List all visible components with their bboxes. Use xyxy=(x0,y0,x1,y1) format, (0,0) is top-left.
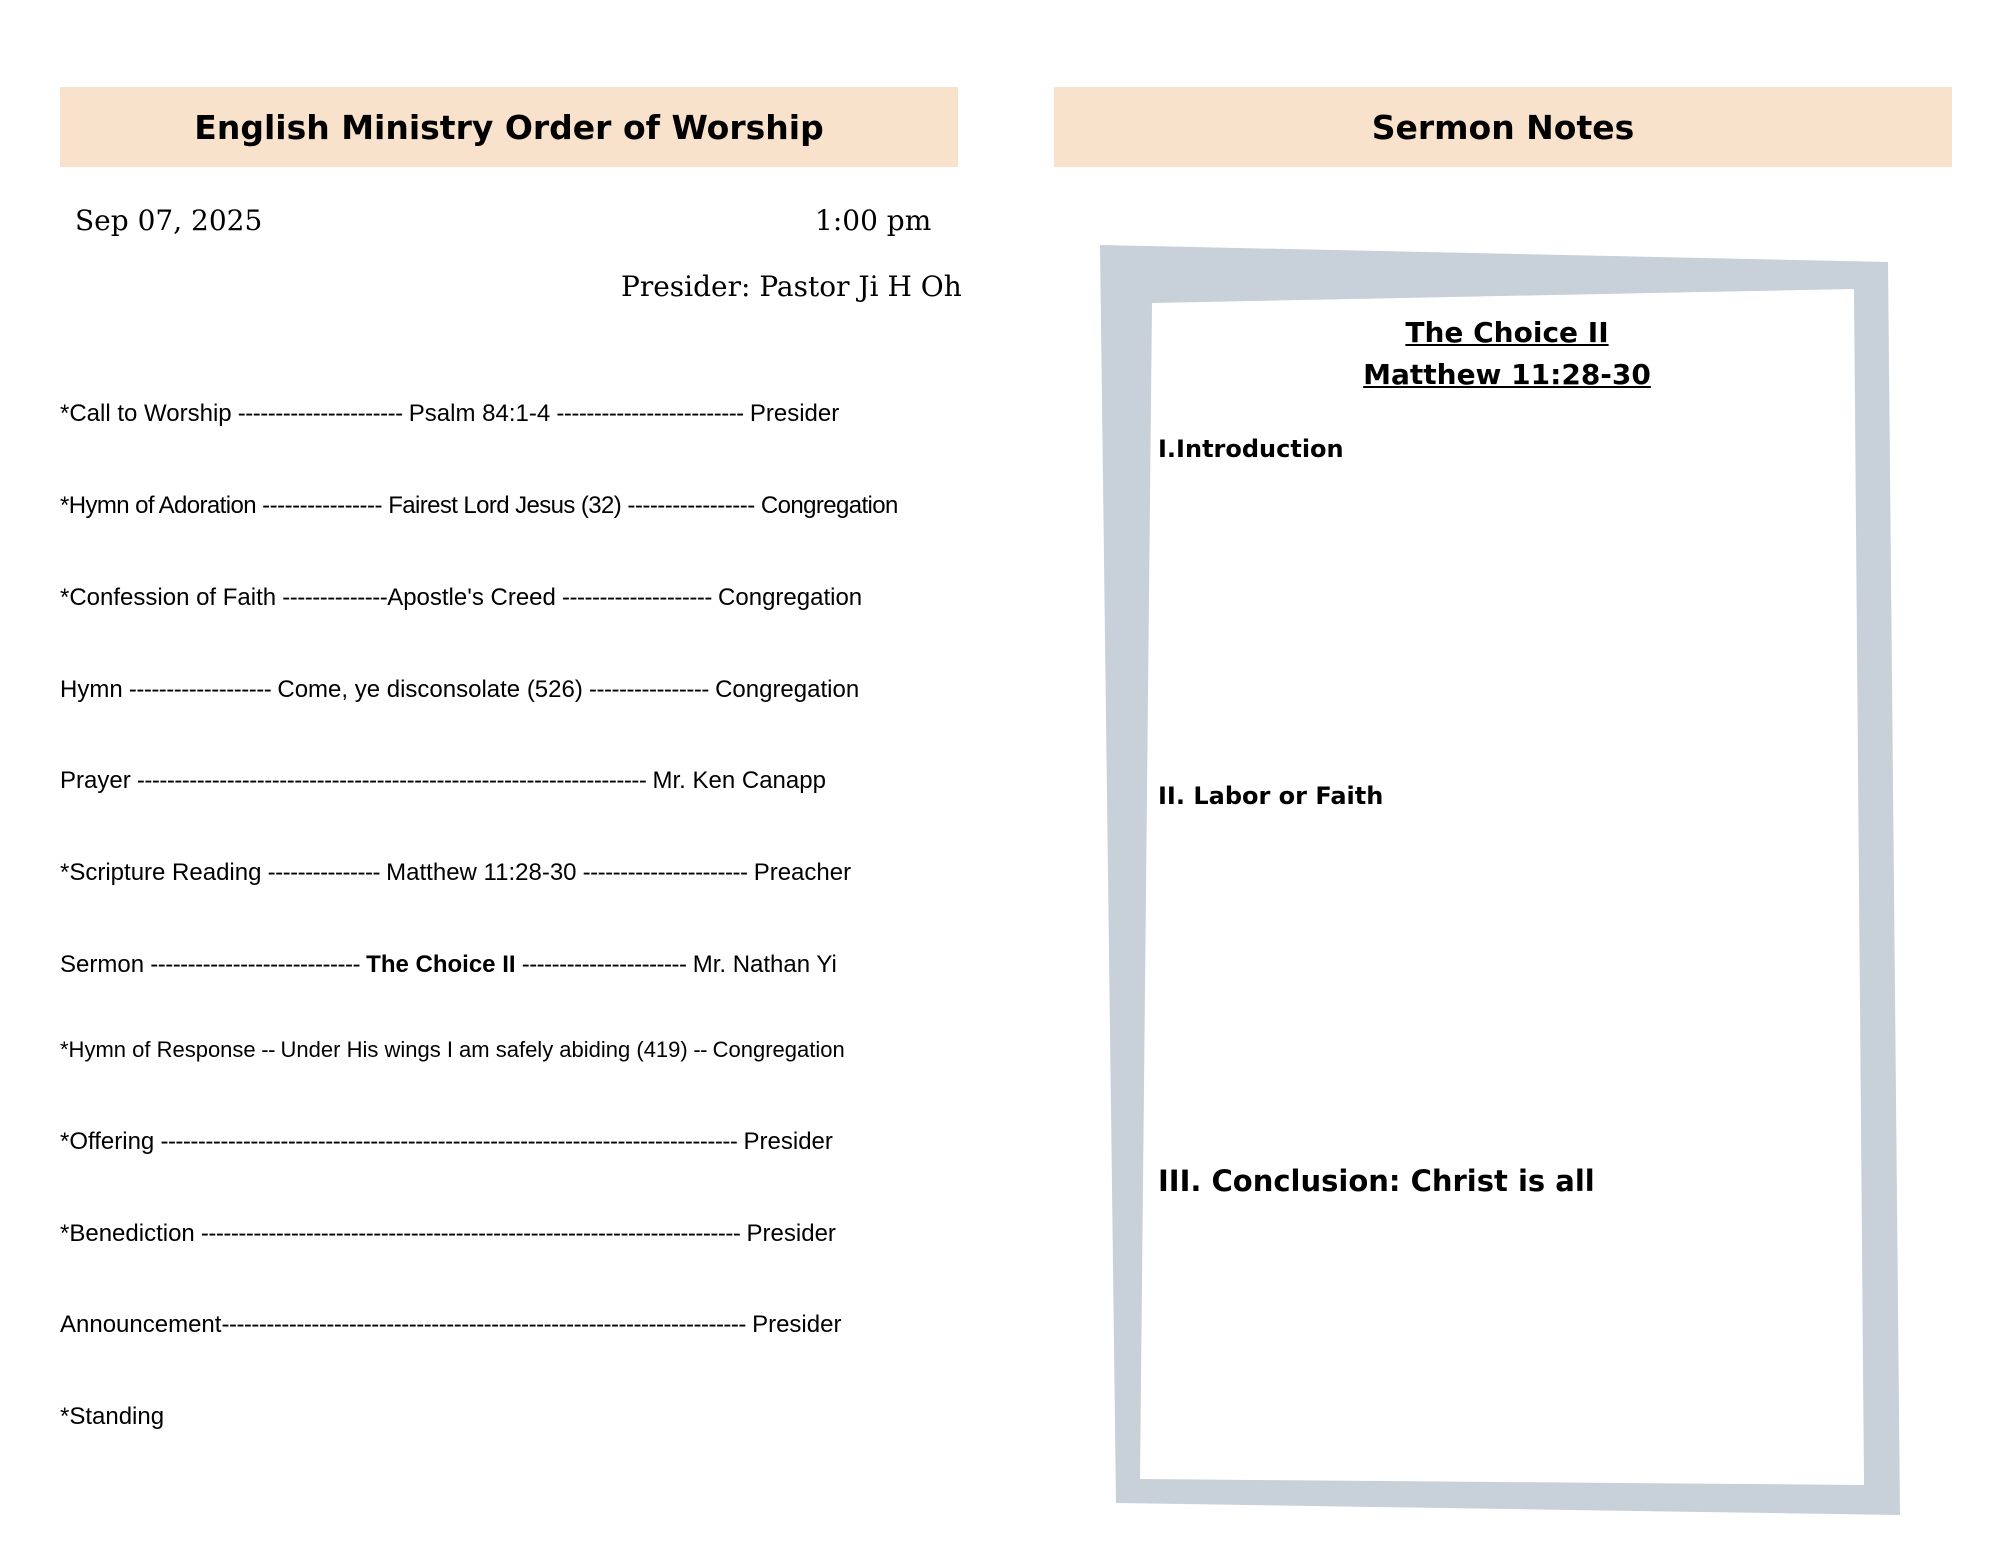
item-label: Sermon xyxy=(60,951,145,978)
service-date: Sep 07, 2025 xyxy=(75,204,263,237)
worship-item-benediction xyxy=(60,1220,940,1248)
item-separator: ----------------------------------------------------------------------------- xyxy=(154,1128,744,1155)
worship-item-hymn-of-adoration xyxy=(60,492,940,520)
item-detail: Psalm 84:1-4 xyxy=(408,400,551,427)
presider-line: Presider: Pastor Ji H Oh xyxy=(621,270,962,303)
item-label: *Hymn of Adoration xyxy=(60,492,256,519)
item-separator: --------------- xyxy=(261,859,387,886)
sermon-notes-title: Sermon Notes xyxy=(1371,107,1635,147)
item-detail: Under His wings I am safely abiding (419) xyxy=(280,1037,688,1062)
worship-item-hymn xyxy=(60,676,940,704)
worship-item-call-to-worship xyxy=(60,400,940,428)
item-label: *Call to Worship xyxy=(60,400,232,427)
item-label: *Offering xyxy=(60,1128,155,1155)
item-separator: ---------------- xyxy=(582,676,716,703)
item-role: Congregation xyxy=(712,1037,845,1062)
item-label: *Scripture Reading xyxy=(60,859,262,886)
item-label: *Hymn of Response xyxy=(60,1037,256,1062)
item-separator: -------------------------------------------------------------------- xyxy=(130,767,653,794)
item-separator: ---------------------- xyxy=(576,859,754,886)
item-label: Prayer xyxy=(60,767,131,794)
order-of-worship-title: English Ministry Order of Worship xyxy=(194,107,824,147)
item-separator: ------------------- xyxy=(122,676,278,703)
item-role: Presider xyxy=(746,1220,836,1247)
worship-item-hymn-of-response xyxy=(60,1037,940,1063)
worship-item-scripture-reading xyxy=(60,859,940,887)
item-separator: ---------------------------------------------------------------------- xyxy=(221,1311,753,1338)
item-role: Mr. Ken Canapp xyxy=(652,767,826,794)
order-of-worship-banner xyxy=(60,87,958,167)
service-time: 1:00 pm xyxy=(815,204,932,237)
item-role: Presider xyxy=(749,400,840,427)
worship-item-prayer xyxy=(60,767,940,795)
notes-section-conclusion: III. Conclusion: Christ is all xyxy=(1158,1164,1595,1198)
item-role: Congregation xyxy=(715,676,860,703)
standing-note: *Standing xyxy=(60,1403,165,1430)
item-separator: ----------------- xyxy=(621,492,761,519)
item-separator: -- xyxy=(687,1037,713,1062)
item-separator: ------------------------- xyxy=(550,400,750,427)
item-separator: ---------------------------- xyxy=(144,951,367,978)
item-separator: -------------- xyxy=(276,584,388,611)
item-role: Congregation xyxy=(718,584,863,611)
item-separator: ---------------- xyxy=(255,492,389,519)
item-label: *Confession of Faith xyxy=(60,584,277,611)
item-detail: Apostle's Creed xyxy=(387,584,556,611)
worship-item-confession-of-faith xyxy=(60,584,940,612)
sermon-heading: The Choice II xyxy=(1405,316,1609,349)
item-separator: ---------------------- xyxy=(515,951,693,978)
sermon-title: The Choice II xyxy=(366,951,516,978)
item-role: Preacher xyxy=(753,859,852,886)
item-label: Hymn xyxy=(60,676,123,703)
item-detail: Fairest Lord Jesus (32) xyxy=(388,492,622,519)
item-detail: Come, ye disconsolate (526) xyxy=(277,676,583,703)
item-separator: -- xyxy=(255,1037,281,1062)
item-separator: ---------------------- xyxy=(231,400,409,427)
item-role: Presider xyxy=(752,1311,842,1338)
item-role: Mr. Nathan Yi xyxy=(692,951,837,978)
item-label: Announcement xyxy=(60,1311,222,1338)
item-separator: -------------------- xyxy=(555,584,719,611)
sermon-reference: Matthew 11:28-30 xyxy=(1363,358,1651,391)
item-separator: ------------------------------------------------------------------------ xyxy=(194,1220,747,1247)
sermon-notes-banner xyxy=(1054,87,1952,167)
notes-section-introduction: I.Introduction xyxy=(1158,435,1344,463)
item-role: Presider xyxy=(743,1128,833,1155)
item-detail: Matthew 11:28-30 xyxy=(386,859,577,886)
item-label: *Benediction xyxy=(60,1220,195,1247)
worship-item-sermon xyxy=(60,951,940,979)
item-role: Congregation xyxy=(760,492,898,519)
worship-item-offering xyxy=(60,1128,940,1156)
worship-item-announcement xyxy=(60,1311,940,1339)
notes-section-labor-or-faith: II. Labor or Faith xyxy=(1158,782,1384,810)
